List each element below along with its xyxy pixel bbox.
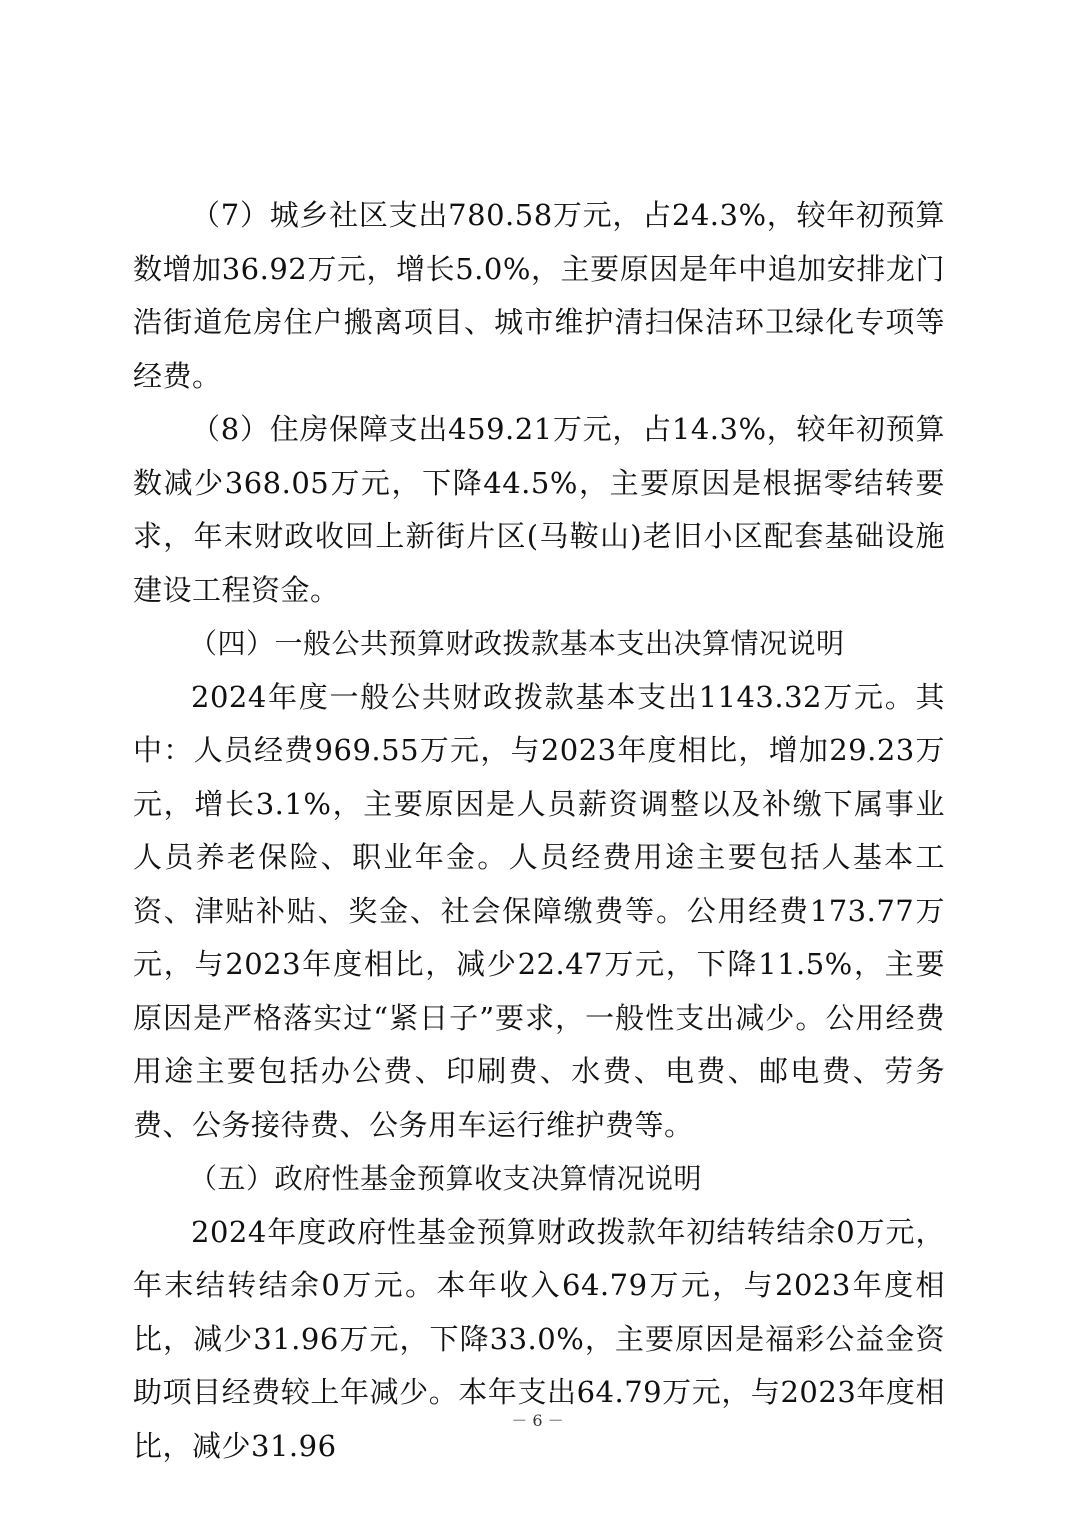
paragraph-basic-expenditure: 2024年度一般公共财政拨款基本支出1143.32万元。其中：人员经费969.55万元，与2023年度相比，增加29.23万元，增长3.1%，主要原因是人员薪资调整以及补缴下属事业人员养老保险、职业年金。人员经费用途主要包括人基本工资、津贴补贴、奖金、社会保障缴费等。公用经费173.77万元，与2023年度相比，减少22.47万元，下降11.5%，主要原因是严格落实过“紧日子”要求，一般性支出减少。公用经费用途主要包括办公费、印刷费、水费、电费、邮电费、劳务费、公务接待费、公务用车运行维护费等。 — [133, 679, 945, 1142]
paragraph-housing-security: （8）住房保障支出459.21万元，占14.3%，较年初预算数减少368.05万元，下降44.5%，主要原因是根据零结转要求，年末财政收回上新街片区(马鞍山)老旧小区配套基础设施建设工程资金。 — [133, 412, 945, 607]
page-number: － 6 － — [511, 1411, 564, 1430]
section-heading-basic-expenditure: （四）一般公共预算财政拨款基本支出决算情况说明 — [189, 627, 845, 660]
document-body — [133, 189, 945, 1473]
paragraph-government-fund: 2024年度政府性基金预算财政拨款年初结转结余0万元，年末结转结余0万元。本年收入64.79万元，与2023年度相比，减少31.96万元，下降33.0%，主要原因是福彩公益金资助项目经费较上年减少。本年支出64.79万元，与2023年度相比，减少31.96 — [133, 1214, 945, 1463]
section-heading-government-fund: （五）政府性基金预算收支决算情况说明 — [189, 1162, 703, 1195]
paragraph-urban-rural-community: （7）城乡社区支出780.58万元，占24.3%，较年初预算数增加36.92万元，增长5.0%，主要原因是年中追加安排龙门浩街道危房住户搬离项目、城市维护清扫保洁环卫绿化专项等经费。 — [133, 198, 945, 393]
